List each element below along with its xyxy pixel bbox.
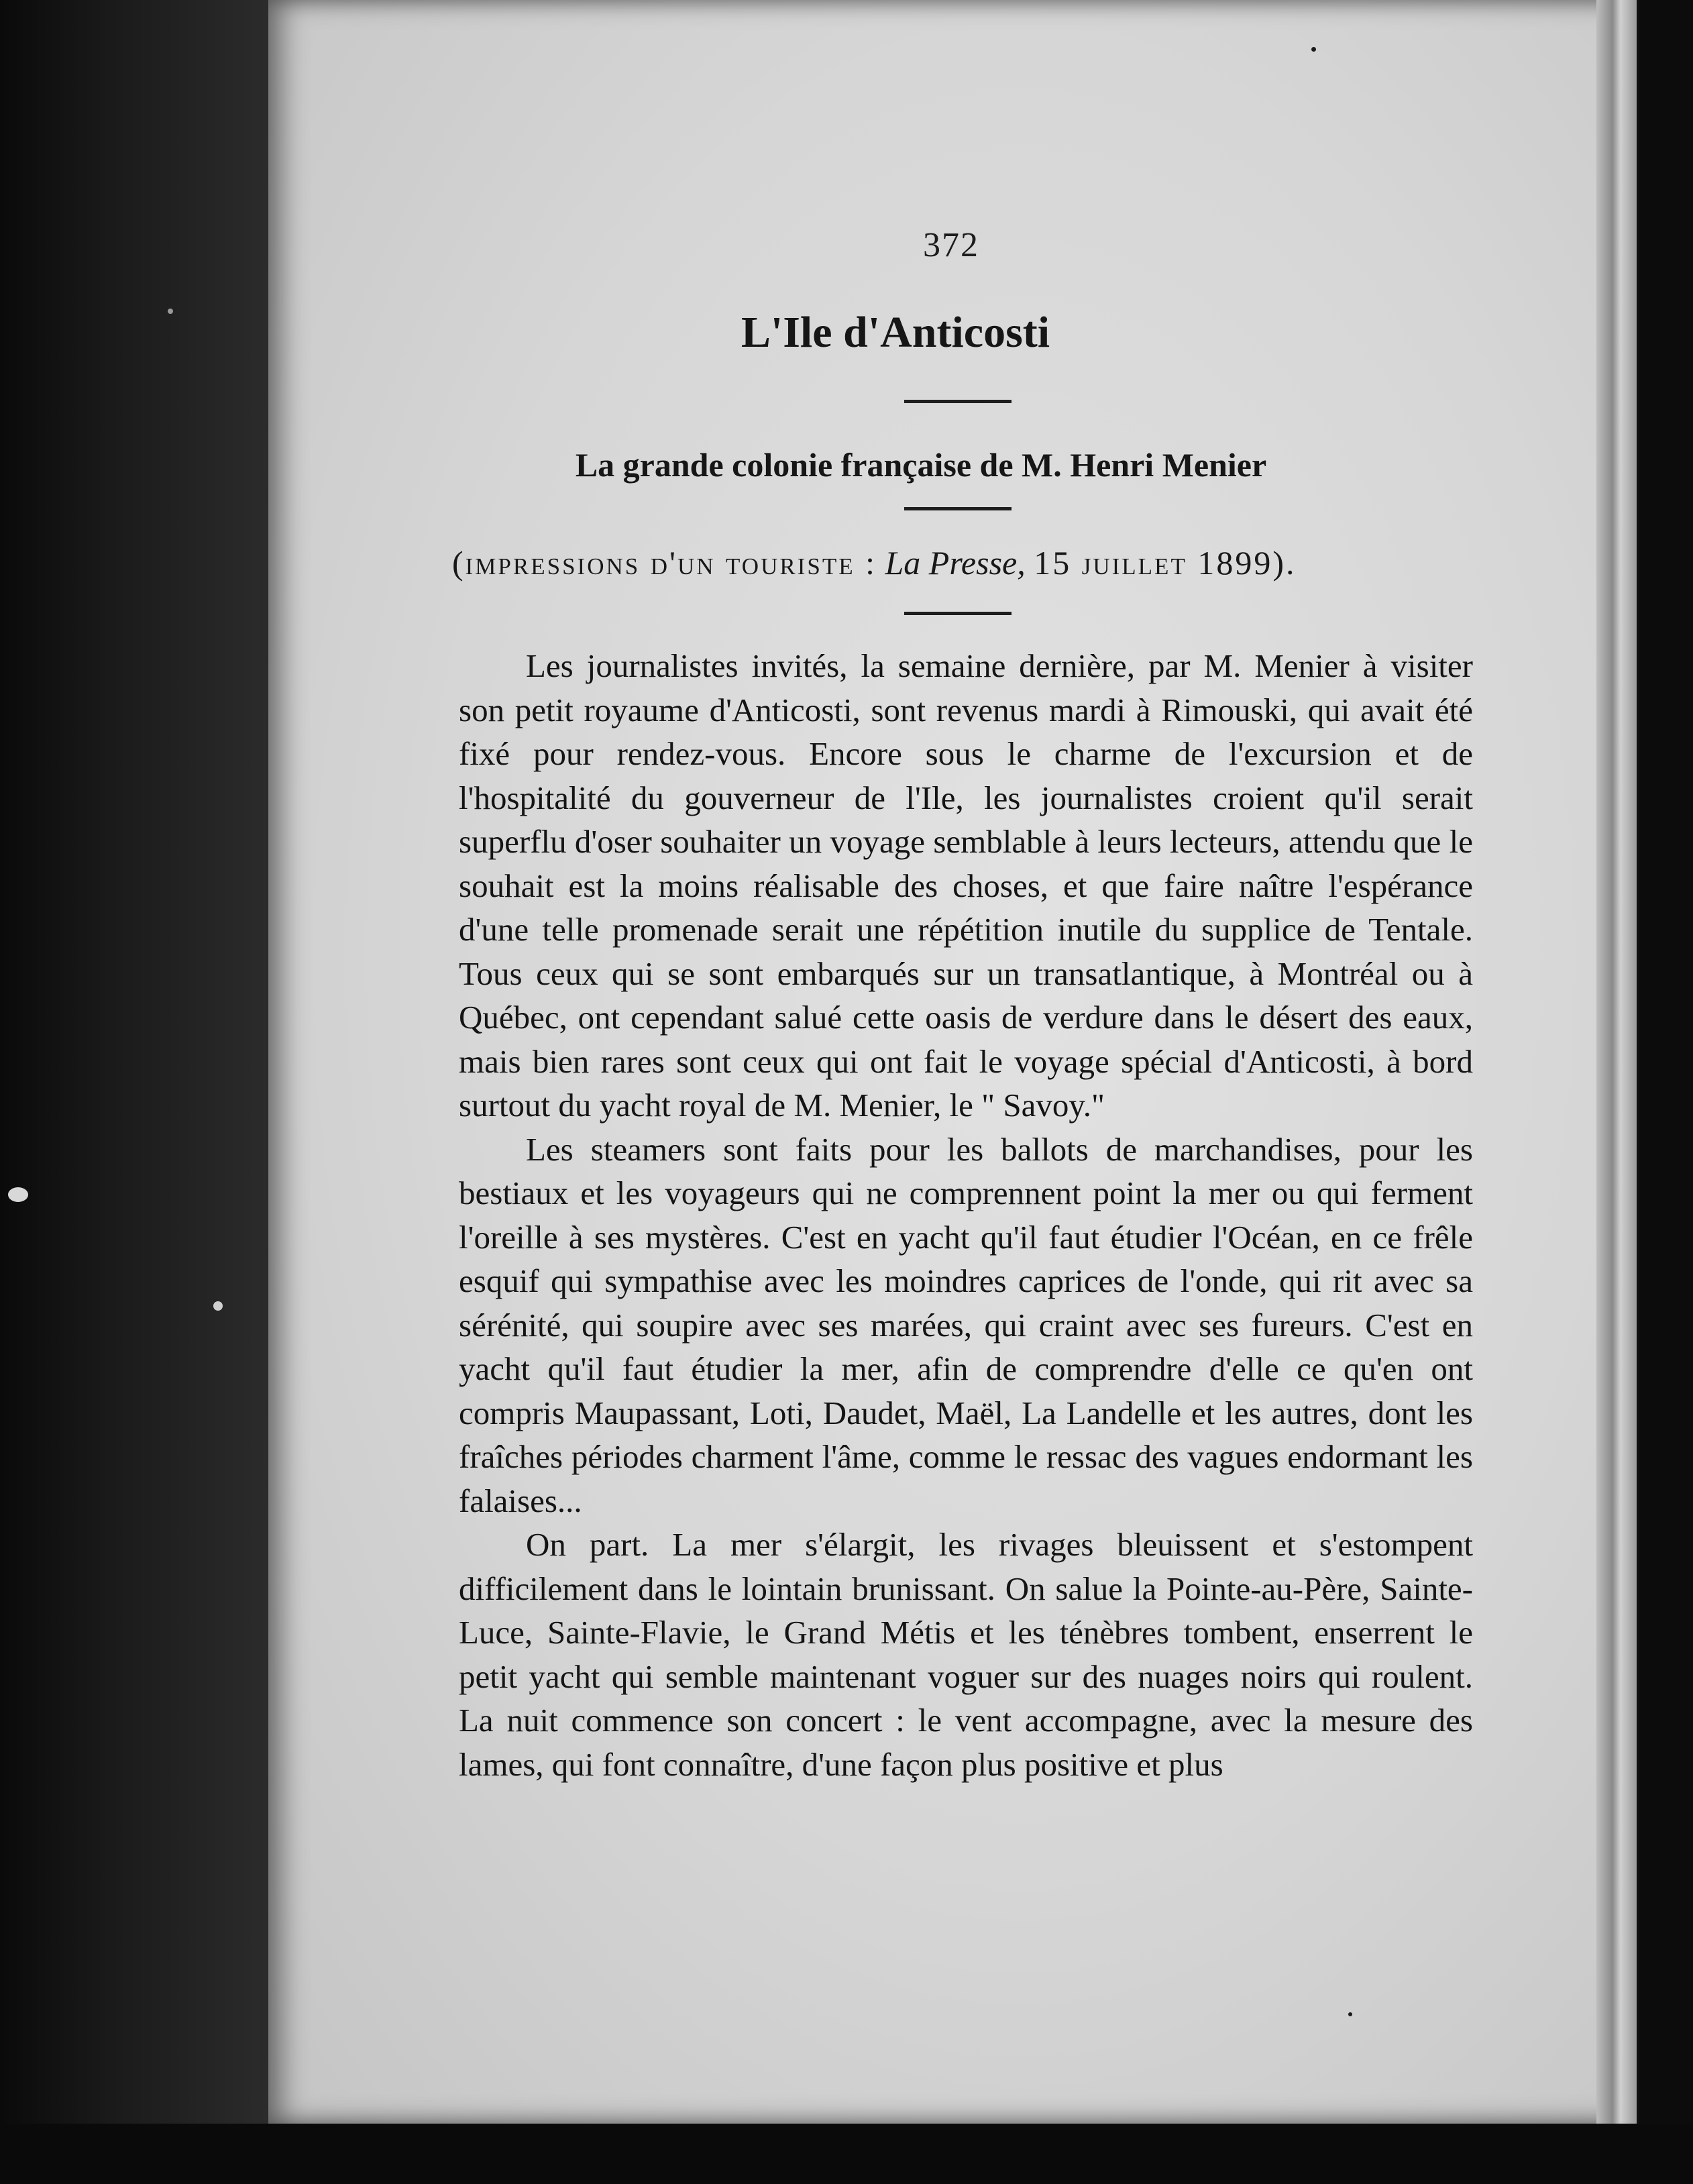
scan-speck xyxy=(1348,2012,1352,2016)
divider-rule xyxy=(904,507,1012,510)
scan-speck xyxy=(8,1187,28,1202)
page-title: L'Ile d'Anticosti xyxy=(741,308,1050,357)
paragraph: Les steamers sont faits pour les ballots de marchandises, pour les bestiaux et les voyageurs qui ne comprennent point la mer ou qui ferment l'oreille à ses mystères. C'est en yacht qu'il faut étudier l'Océan, en ce frêle esquif qui sympathise avec les moindres caprices de l'onde, qui rit avec sa sérénité, qui soupire avec ses marées, qui craint avec ses fureurs. C'est en yacht qu'il faut étudier la mer, afin de comprendre d'elle ce qu'en ont compris Maupassant, Loti, Daudet, Maël, La Landelle et les autres, dont les fraîches périodes charment l'âme, comme le ressac des vagues endormant les falaises... xyxy=(459,1130,1473,1519)
scan-speck xyxy=(168,309,173,314)
divider-rule xyxy=(904,612,1012,615)
article-body xyxy=(459,644,1473,1786)
paragraph: On part. La mer s'élargit, les rivages bleuissent et s'estompent difficilement dans le lointain brunissant. On salue la Pointe-au-Père, Sainte-Luce, Sainte-Flavie, le Grand Métis et les ténèbres tombent, enserrent le petit yacht qui semble maintenant voguer sur des nuages noirs qui roulent. La nuit commence son concert : le vent accompagne, avec la mesure des lames, qui font connaître, d'une façon plus positive et plus xyxy=(459,1526,1473,1783)
scan-speck xyxy=(1311,47,1316,52)
scan-border-right xyxy=(1639,0,1693,2184)
source-prefix: (impressions d'un touriste : xyxy=(452,544,877,582)
source-citation xyxy=(452,543,1296,582)
divider-rule xyxy=(904,400,1012,403)
scan-border-bottom xyxy=(0,2124,1693,2184)
source-date: 15 juillet 1899). xyxy=(1034,544,1297,582)
facing-page-edge xyxy=(1596,0,1637,2124)
page-subtitle: La grande colonie française de M. Henri Menier xyxy=(575,446,1267,484)
scan-speck xyxy=(213,1301,223,1311)
paragraph: Les journalistes invités, la semaine dernière, par M. Menier à visiter son petit royaume d'Anticosti, sont revenus mardi à Rimouski, qui avait été fixé pour rendez-vous. Encore sous le charme de l'excursion et de l'hospitalité du gouverneur de l'Ile, les journalistes croient qu'il serait superflu d'oser souhaiter un voyage semblable à leurs lecteurs, attendu que le souhait est la moins réalisable des choses, et que faire naître l'espérance d'une telle promenade serait une répétition inutile du supplice de Tentale. Tous ceux qui se sont embarqués sur un transatlantique, à Montréal ou à Québec, ont cependant salué cette oasis de verdure dans le désert des eaux, mais bien rares sont ceux qui ont fait le voyage spécial d'Anticosti, à bord surtout du yacht royal de M. Menier, le " Savoy." xyxy=(459,647,1473,1124)
scan-border-left xyxy=(0,0,275,2184)
source-publication: La Presse, xyxy=(885,544,1026,582)
page-number: 372 xyxy=(923,226,979,264)
book-page xyxy=(268,0,1637,2124)
